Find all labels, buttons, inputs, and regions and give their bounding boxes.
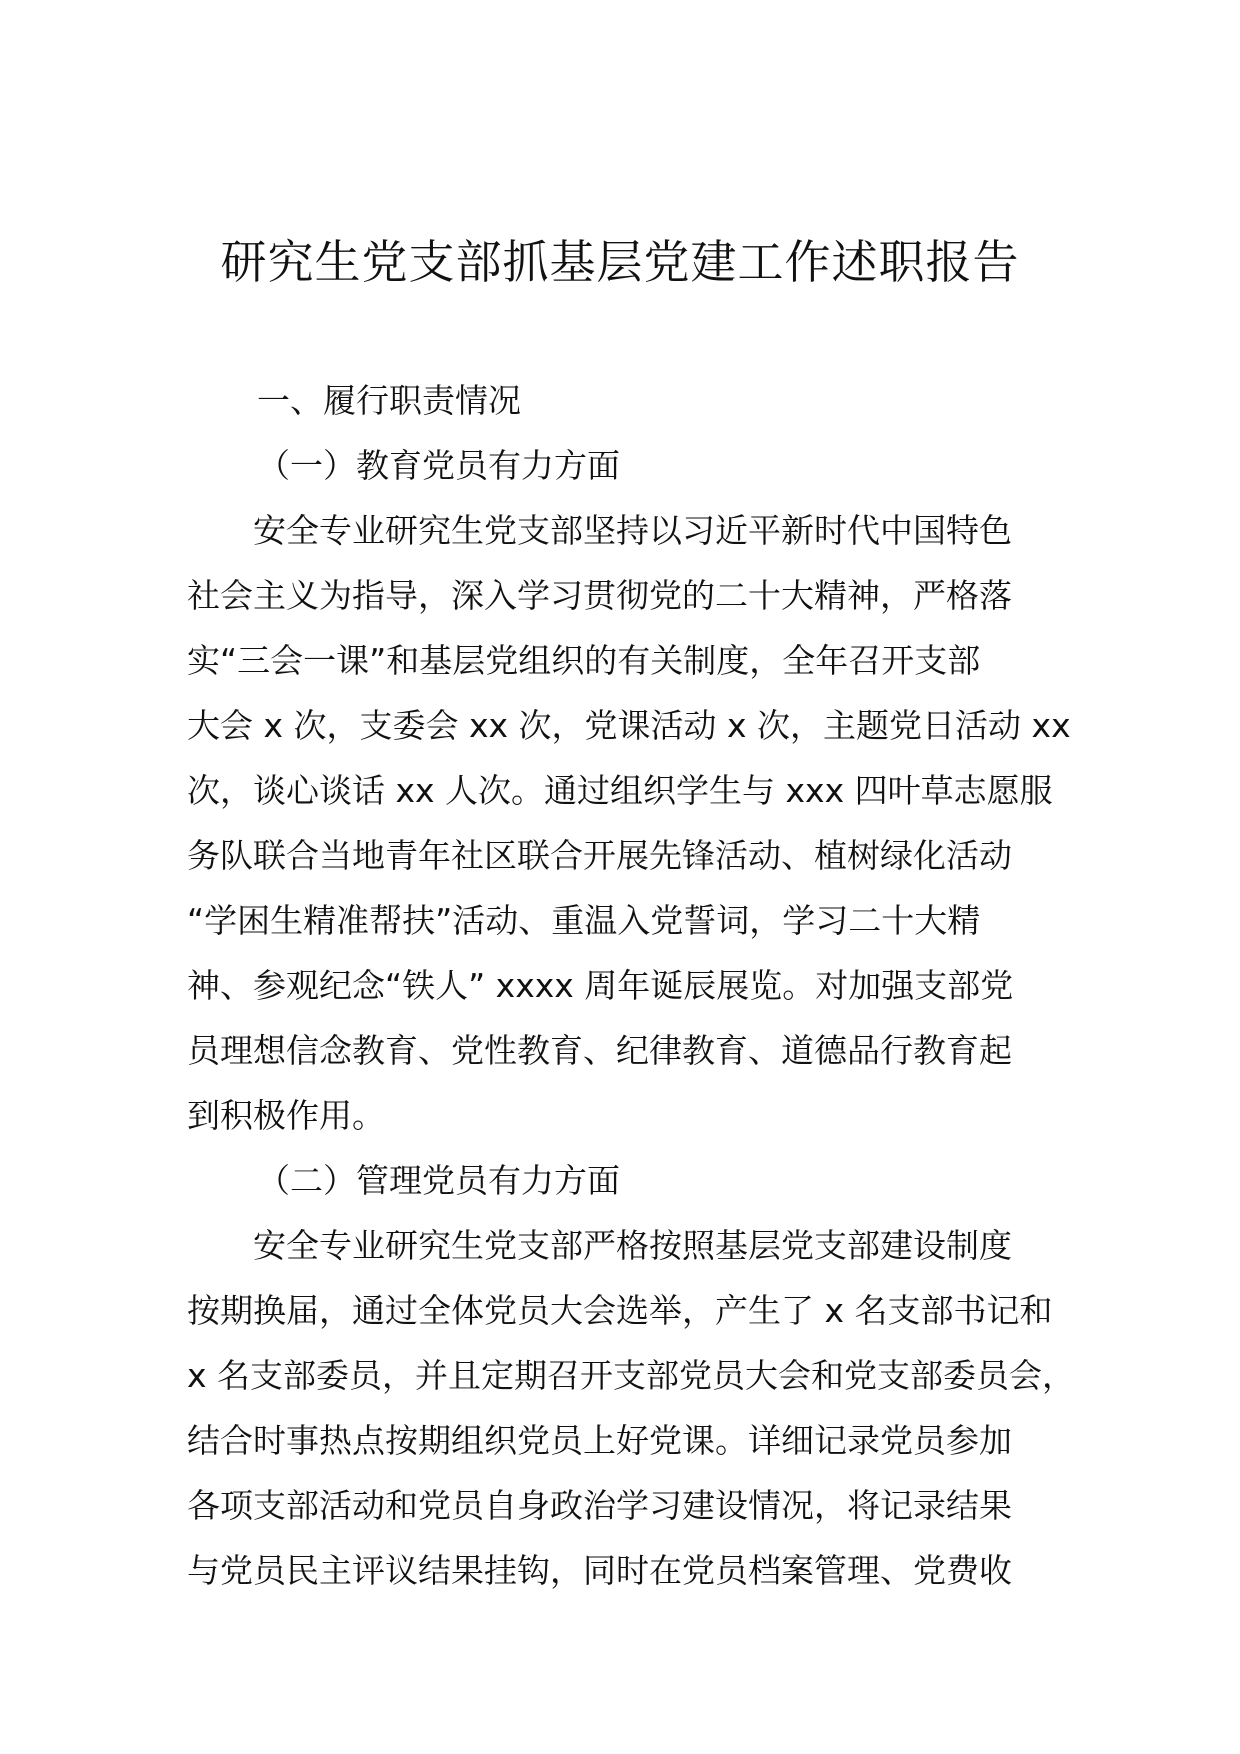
paragraph-line: 与党员民主评议结果挂钩，同时在党员档案管理、党费收 [187,1551,1012,1590]
subsection-heading: （一）教育党员有力方面 [257,446,620,485]
paragraph-line: 实“三会一课”和基层党组织的有关制度，全年召开支部 [187,641,981,680]
paragraph-line: 社会主义为指导，深入学习贯彻党的二十大精神，严格落 [187,576,1012,615]
paragraph-line: 结合时事热点按期组织党员上好党课。详细记录党员参加 [187,1421,1012,1460]
paragraph [187,498,1071,1148]
paragraph-line: 到积极作用。 [187,1096,385,1135]
paragraph-line: 按期换届，通过全体党员大会选举，产生了 x 名支部书记和 [187,1291,1053,1330]
paragraph-line: 员理想信念教育、党性教育、纪律教育、道德品行教育起 [187,1031,1012,1070]
document-title: 研究生党支部抓基层党建工作述职报告 [220,235,1020,289]
paragraph-line: 安全专业研究生党支部严格按照基层党支部建设制度 [253,1226,1012,1265]
paragraph-line: 次，谈心谈话 xx 人次。通过组织学生与 xxx 四叶草志愿服 [187,771,1053,810]
paragraph-line: 神、参观纪念“铁人” xxxx 周年诞辰展览。对加强支部党 [187,966,1014,1005]
subsection-heading: （二）管理党员有力方面 [257,1161,620,1200]
paragraph-line: “学困生精准帮扶”活动、重温入党誓词，学习二十大精 [187,901,981,940]
paragraph-line: x 名支部委员，并且定期召开支部党员大会和党支部委员会， [187,1356,1076,1395]
paragraph-line: 安全专业研究生党支部坚持以习近平新时代中国特色 [253,511,1012,550]
paragraph [187,1213,1076,1603]
section-heading: 一、履行职责情况 [257,381,521,420]
document-body [187,368,1076,1603]
paragraph-line: 务队联合当地青年社区联合开展先锋活动、植树绿化活动 [187,836,1012,875]
paragraph-line: 大会 x 次，支委会 xx 次，党课活动 x 次，主题党日活动 xx [187,706,1071,745]
paragraph-line: 各项支部活动和党员自身政治学习建设情况，将记录结果 [187,1486,1012,1525]
